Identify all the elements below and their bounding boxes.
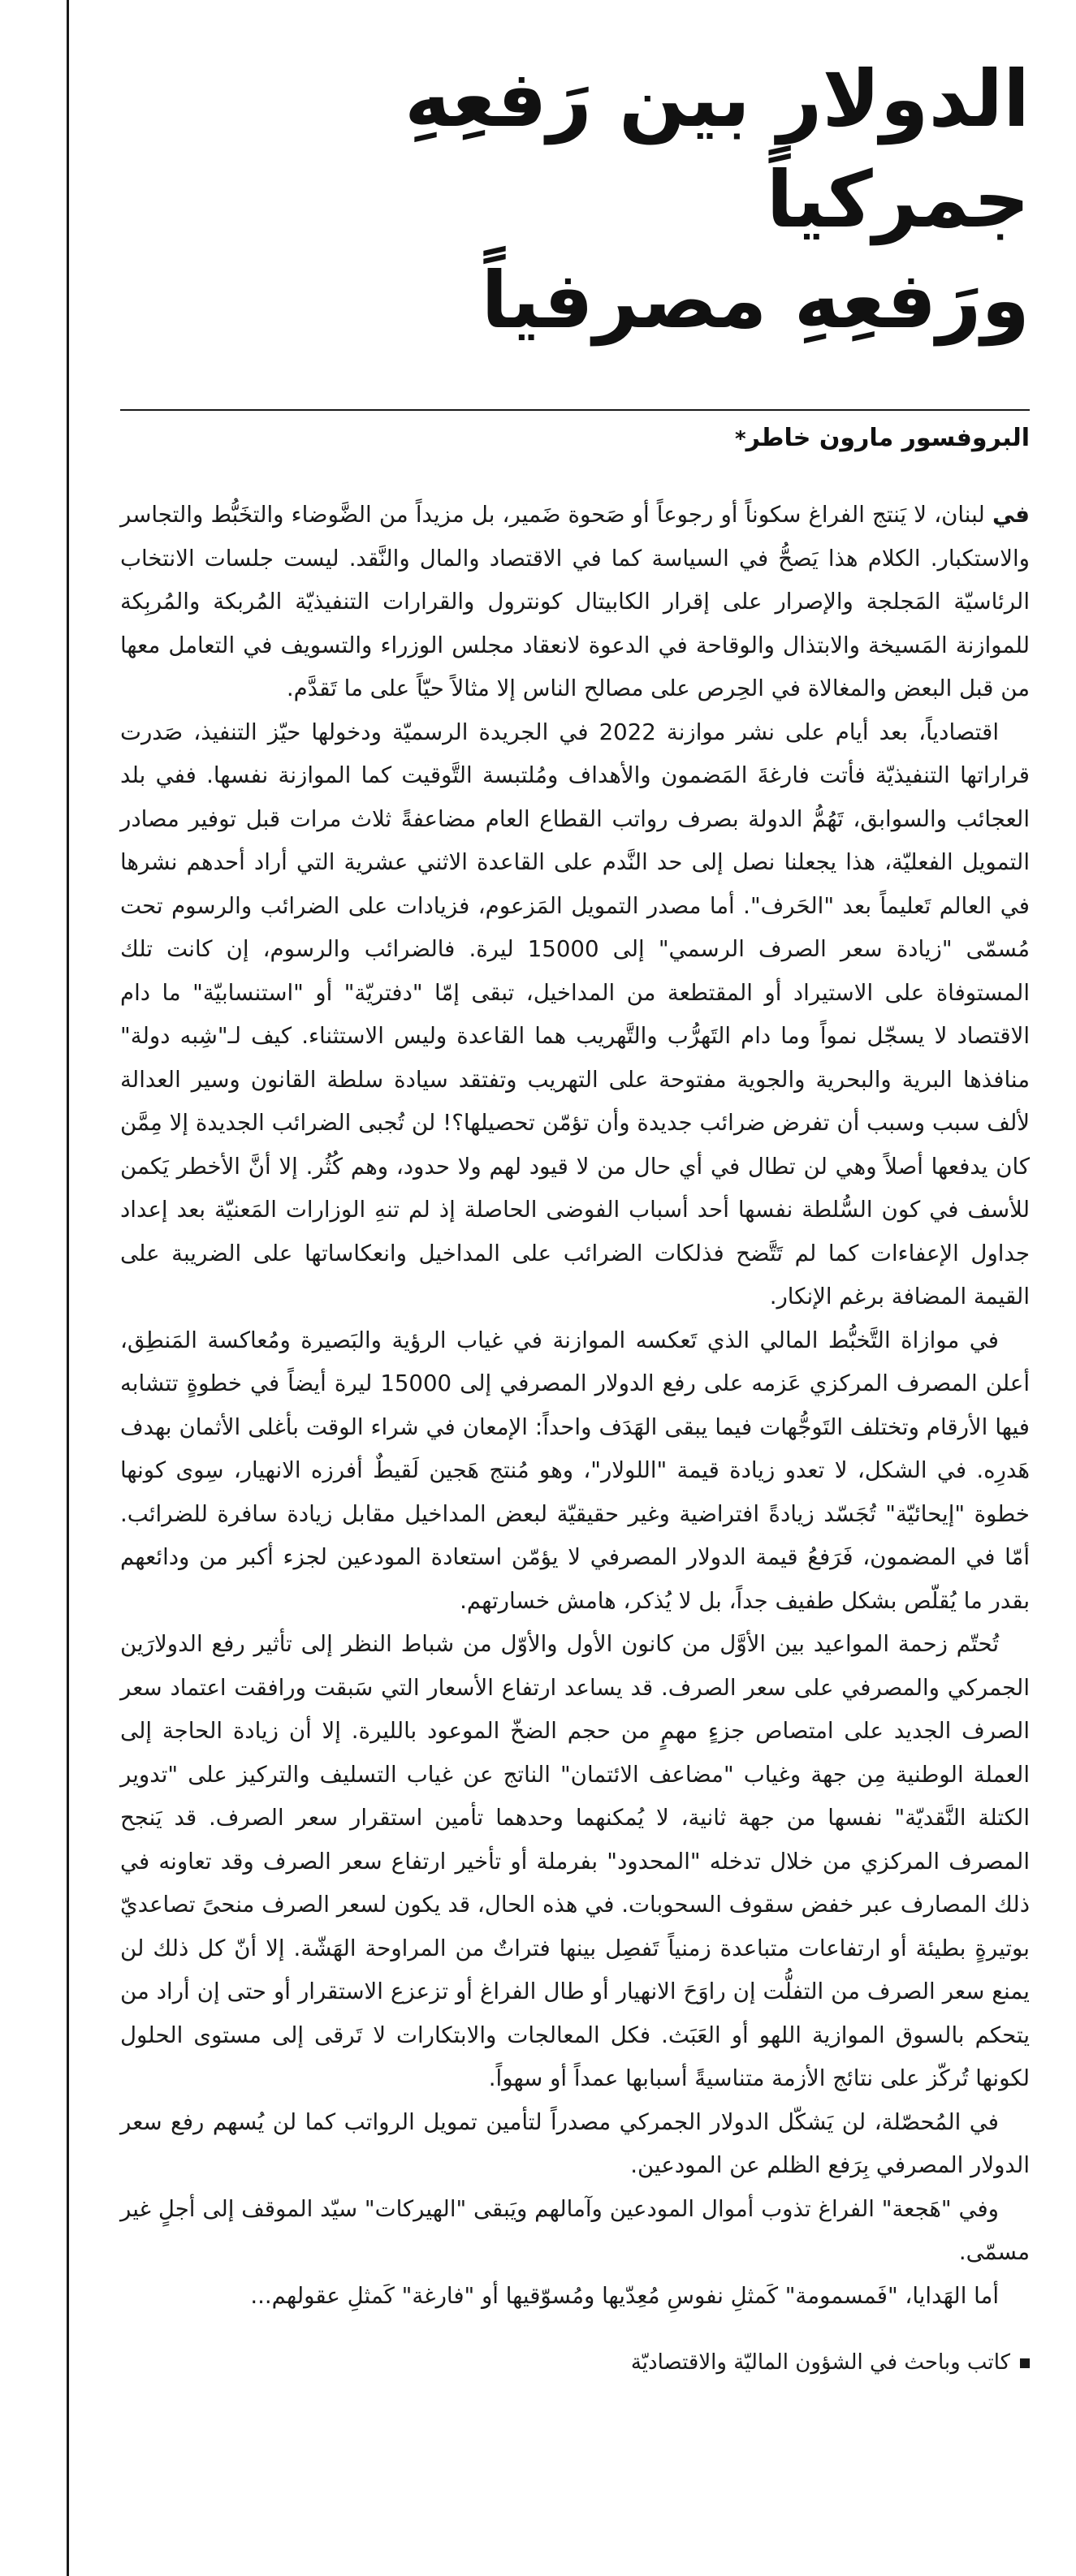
headline-line-2: ورَفعِهِ مصرفياً <box>481 255 1030 346</box>
footnote-text: كاتب وباحث في الشؤون الماليّة والاقتصاديّة <box>630 2350 1010 2375</box>
paragraph-2: اقتصادياً، بعد أيام على نشر موازنة 2022 في الجريدة الرسميّة ودخولها حيّز التنفيذ، صَدرت قراراتها التنفيذيّة فأتت فارغةَ المَضمون والأهداف ومُلتبسة التَّوقيت كما الموازنة نفسها. ففي بلد العجائب والسوابق، تَهُمُّ الدولة بصرف رواتب القطاع العام مضاعفةً ثلاث مرات قبل توفير مصادر التمويل الفعليّة، هذا يجعلنا نصل إلى حد النَّدم على القاعدة الاثني عشرية التي أراد أحدهم نشرها في العالم تَعليماً بعد "الحَرف". أما مصدر التمويل المَزعوم، فزيادات على الضرائب والرسوم تحت مُسمّى "زيادة سعر الصرف الرسمي" إلى 15000 ليرة. فالضرائب والرسوم، إن كانت تلك المستوفاة على الاستيراد أو المقتطعة من المداخيل، تبقى إمّا "دفتريّة" أو "استنسابيّة" ما دام الاقتصاد لا يسجّل نمواً وما دام التَهرُّب والتَّهريب هما القاعدة وليس الاستثناء. كيف لـ"شِبه دولة" منافذها البرية والبحرية والجوية مفتوحة على التهريب وتفتقد سيادة سلطة القانون وسير العدالة لألف سبب وسبب أن تفرض ضرائب جديدة وأن تؤمّن تحصيلها؟! لن تُجبى الضرائب الجديدة إلا مِمَّن كان يدفعها أصلاً وهي لن تطال في أي حال من لا قيود لهم ولا حدود، وهم كُثُر. إلا أنَّ الأخطر يَكمن للأسف في كون السُّلطة نفسها أحد أسباب الفوضى الحاصلة إذ لم تنهِ الوزارات المَعنيّة بعد إعداد جداول الإعفاءات كما لم تَتَّضح فذلكات الضرائب على المداخيل وانعكاساتها على الضريبة على القيمة المضافة برغم الإنكار. <box>120 718 1030 1310</box>
paragraph-1 <box>120 493 1030 710</box>
paragraph-6: وفي "هَجعة" الفراغ تذوب أموال المودعين وآمالهم ويَبقى "الهيركات" سيّد الموقف إلى أجلٍ غير مسمّى. <box>120 2194 1030 2265</box>
byline <box>120 422 1030 455</box>
paragraph-4: تُحتّم زحمة المواعيد بين الأوَّل من كانون الأول والأوّل من شباط النظر إلى تأثير رفع الدولارَين الجمركي والمصرفي على سعر الصرف. قد يساعد ارتفاع الأسعار التي سَبقت ورافقت اعتماد سعر الصرف الجديد على امتصاص جزءٍ مهمٍ من حجم الضخّ الموعود بالليرة. إلا أن زيادة الحاجة إلى العملة الوطنية مِن جهة وغياب "مضاعف الائتمان" الناتج عن غياب التسليف والتركيز على "تدوير الكتلة النَّقديّة" نفسها من جهة ثانية، لا يُمكنهما وحدهما تأمين استقرار سعر الصرف. قد يَنجح المصرف المركزي من خلال تدخله "المحدود" بفرملة أو تأخير ارتفاع سعر الصرف وقد تعاونه في ذلك المصارف عبر خفض سقوف السحوبات. في هذه الحال، قد يكون لسعر الصرف منحىً تصاعديّ بوتيرةٍ بطيئة أو ارتفاعات متباعدة زمنياً تَفصِل بينها فتراتٌ من المراوحة الهَشّة. إلا أنّ كل ذلك لن يمنع سعر الصرف من التفلُّت إن راوَحَ الانهيار أو طال الفراغ أو تزعزع الاستقرار أو حتى إن أراد من يتحكم بالسوق الموازية اللهو أو العَبَث. فكل المعالجات والابتكارات لا تَرقى إلى مستوى الحلول لكونها تُركّز على نتائج الأزمة متناسيةً أسبابها عمداً أو سهواً. <box>120 1630 1030 2091</box>
headline-line-1: الدولار بين رَفعِهِ جمركياً <box>404 54 1030 245</box>
article-body <box>120 493 1030 2317</box>
author-footnote-mark: * <box>734 427 746 451</box>
paragraph-5: في المُحصّلة، لن يَشكّل الدولار الجمركي مصدراً لتأمين تمويل الرواتب كما لن يُسهم رفع سعر الدولار المصرفي بِرَفع الظلم عن المودعين. <box>120 2108 1030 2178</box>
article-column <box>120 49 1030 2379</box>
author-footnote <box>120 2346 1030 2379</box>
paragraph-3: في موازاة التَّخبُّط المالي الذي تَعكسه الموازنة في غياب الرؤية والبَصيرة ومُعاكسة المَنطِق، أعلن المصرف المركزي عَزمه على رفع الدولار المصرفي إلى 15000 ليرة أيضاً في خطوةٍ تتشابه فيها الأرقام وتختلف التَوجُّهات فيما يبقى الهَدَف واحداً: الإمعان في شراء الوقت بأغلى الأثمان بهدف هَدرِه. في الشكل، لا تعدو زيادة قيمة "اللولار"، وهو مُنتج هَجين لَقيطٌ أفرزه الانهيار، سِوى كونها خطوة "إيحائيّة" تُجَسّد زيادةً افتراضية وغير حقيقيّة لبعض المداخيل مقابل زيادة سافرة للضرائب. أمّا في المضمون، فَرَفعُ قيمة الدولار المصرفي لا يؤمّن استعادة المودعين لجزء أكبر من ودائعهم بقدر ما يُقلّص بشكل طفيف جداً، بل لا يُذكر، هامش خسارتهم. <box>120 1326 1030 1614</box>
author-name: البروفسور مارون خاطر <box>745 424 1030 452</box>
headline-divider <box>120 409 1030 411</box>
paragraph-7: أما الهَدايا، "فَمسمومة" كَمثلِ نفوسِ مُعِدّيها ومُسوّقيها أو "فارغة" كَمثلِ عقولهم... <box>250 2281 999 2309</box>
footnote-bullet <box>1020 2358 1030 2368</box>
lead-word: في <box>992 501 1030 528</box>
page-edge-rule <box>67 0 69 2576</box>
article-headline <box>120 49 1030 351</box>
paragraph-text: لبنان، لا يَنتج الفراغ سكوناً أو رجوعاً أو صَحوة ضَمير، بل مزيداً من الضَّوضاء والتخَبُّط والتجاسر والاستكبار. الكلام هذا يَصحُّ في السياسة كما في الاقتصاد والمال والنَّقد. ليست جلسات الانتخاب الرئاسيّة المَجلجة والإصرار على إقرار الكابيتال كونترول والقرارات التنفيذيّة المُربكة والمُربِكة للموازنة المَسيخة والابتذال والوقاحة في الدعوة لانعقاد مجلس الوزراء والتسويف في التعامل معها من قبل البعض والمغالاة في الحِرص على مصالح الناس إلا مثالاً حيّاً على ما تَقدَّم. <box>120 501 1030 701</box>
